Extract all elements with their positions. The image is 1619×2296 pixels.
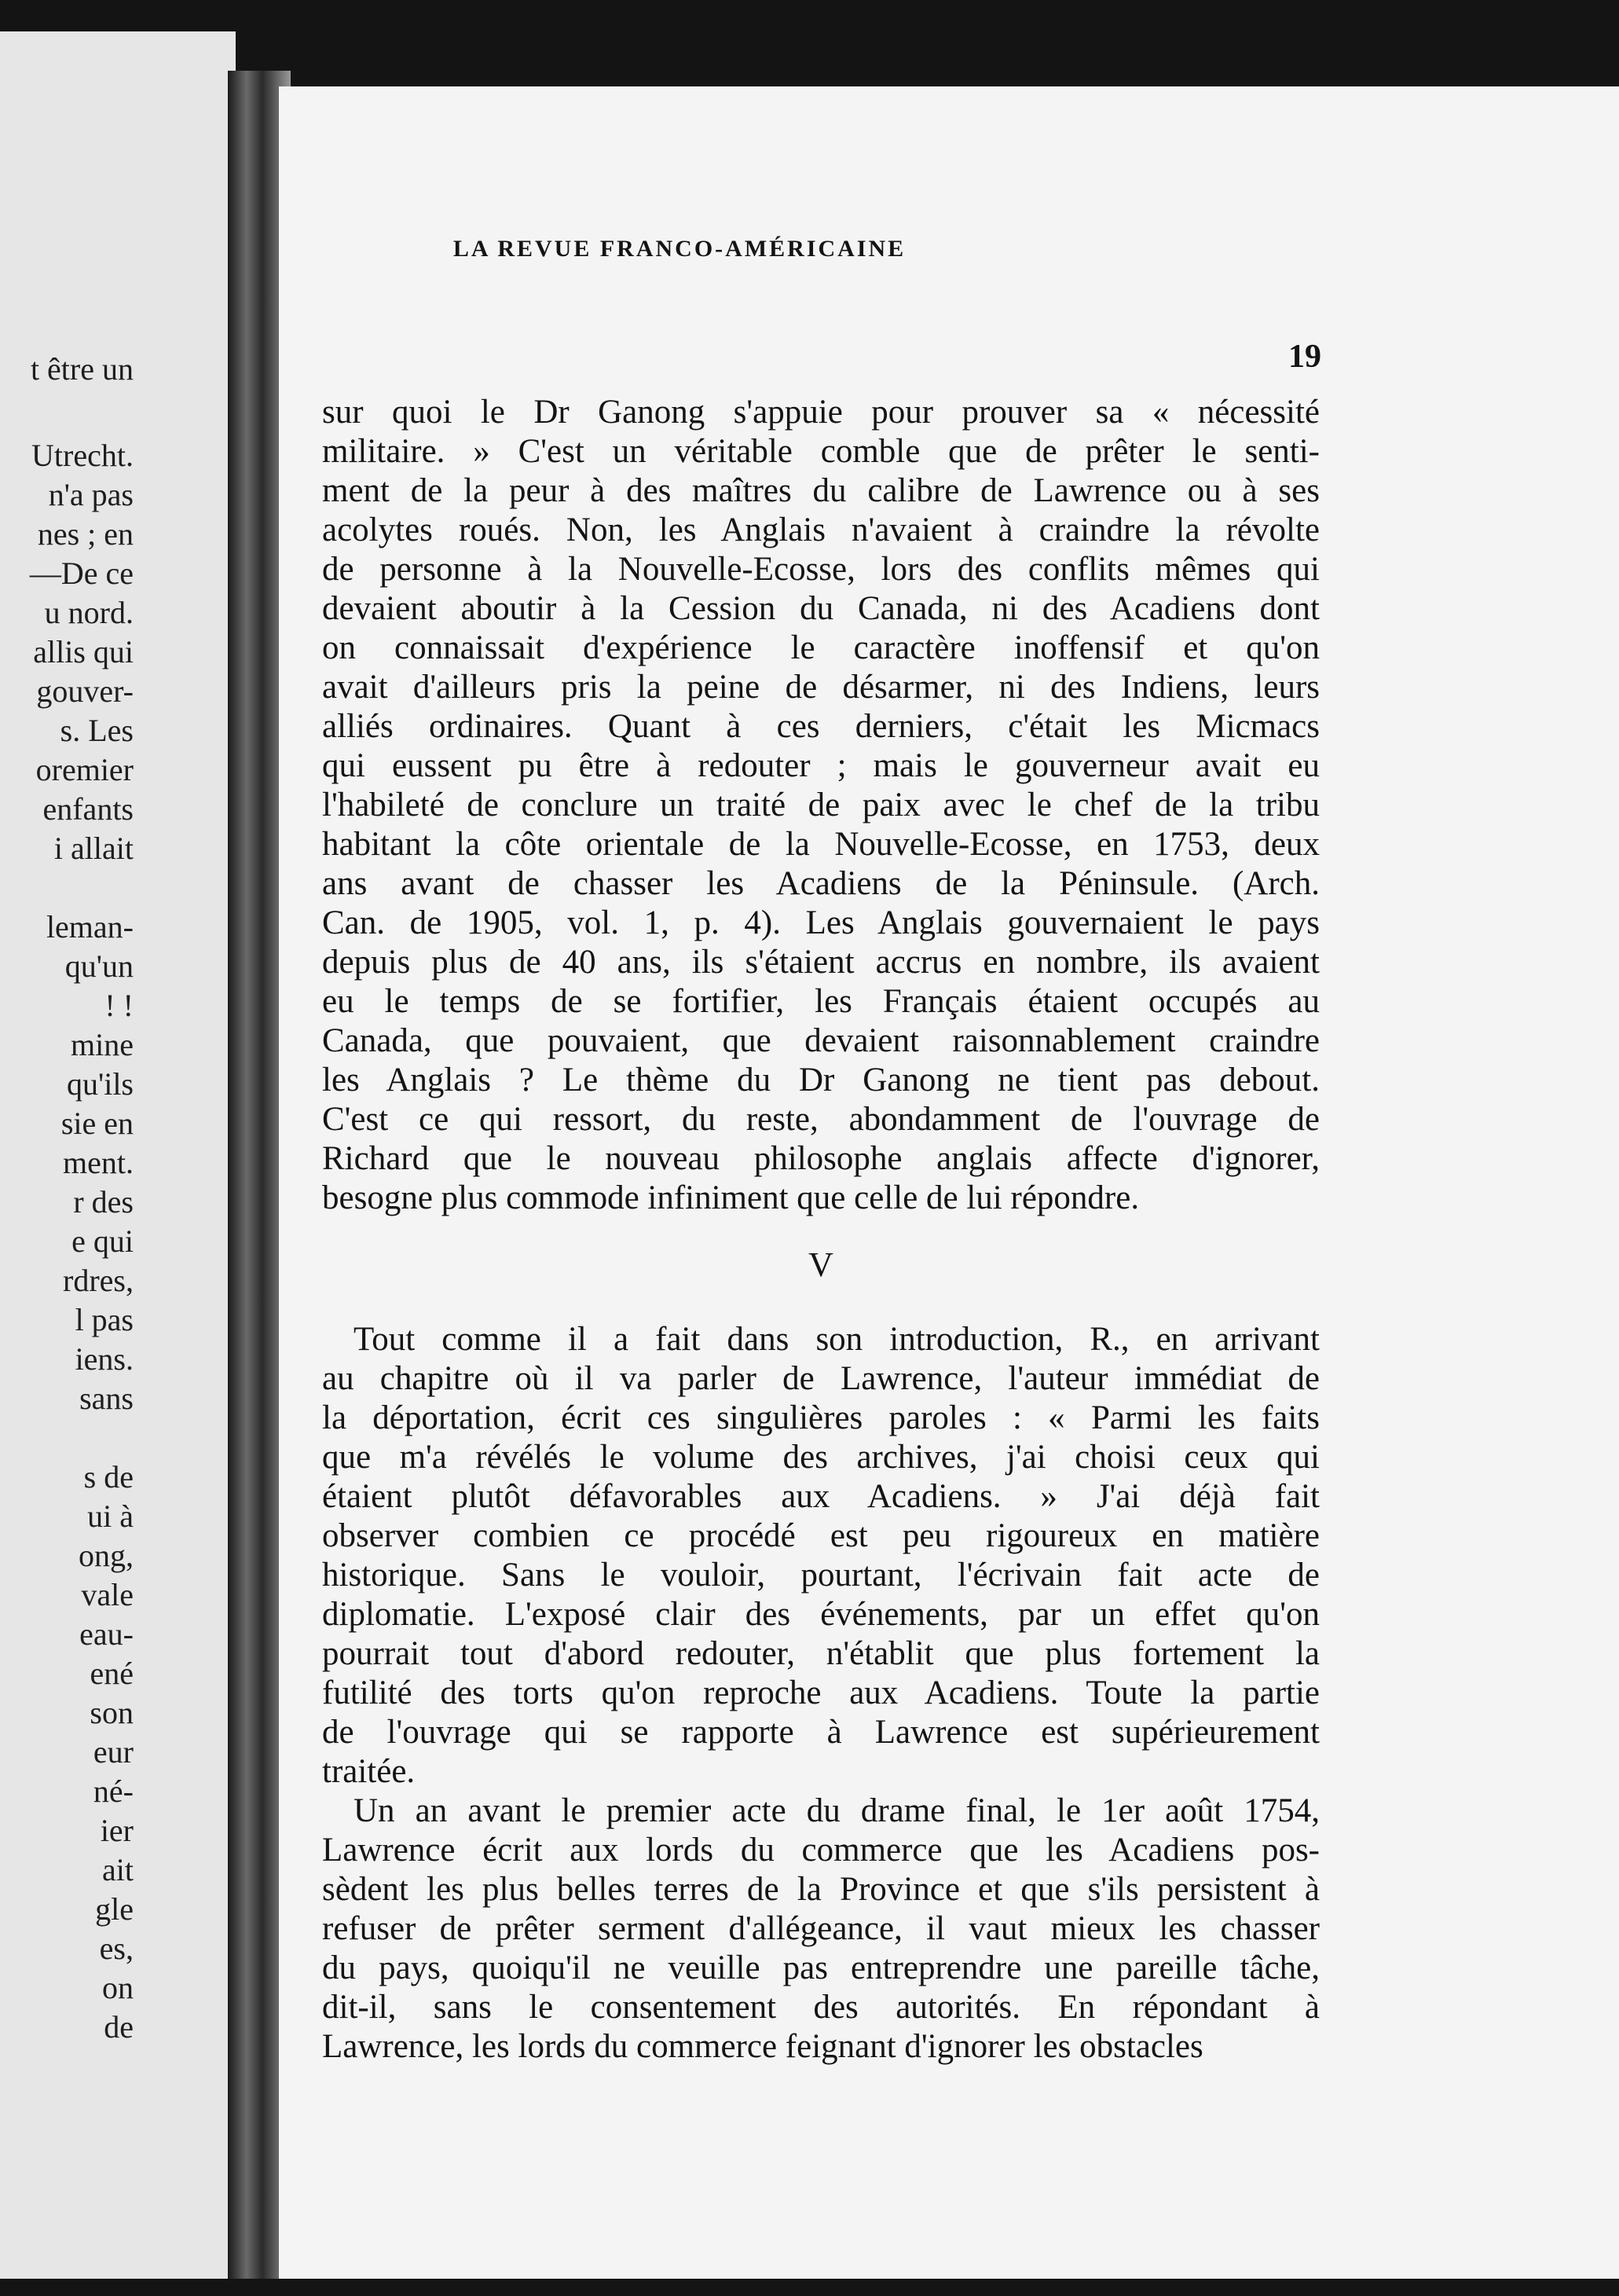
left-page-line: né- [93,1773,134,1809]
text-line: l'habileté de conclure un traité de paix avec le chef de la tribu [322,787,1320,823]
left-page-line: qu'ils [67,1066,134,1102]
text-line: étaient plutôt défavorables aux Acadiens. » J'ai déjà fait [322,1478,1320,1515]
text-line: habitant la côte orientale de la Nouvelle-Ecosse, en 1753, deux [322,826,1320,863]
left-page-line: —De ce [29,556,134,591]
left-page-line: e qui [71,1223,134,1259]
section-heading: V [808,1245,833,1284]
left-page-line: sans [79,1381,134,1416]
text-line: Canada, que pouvaient, que devaient raisonnablement craindre [322,1022,1320,1059]
left-page-line: ui à [87,1498,134,1534]
left-facing-page [0,31,236,2279]
text-line: Lawrence, les lords du commerce feignant d'ignorer les obstacles [322,2028,1203,2065]
text-line: pourrait tout d'abord redouter, n'établit que plus fortement la [322,1635,1320,1672]
left-page-line: qu'un [64,948,134,984]
paragraph-2 [322,1320,1320,1792]
text-line: depuis plus de 40 ans, ils s'étaient accrus en nombre, ils avaient [322,944,1320,981]
running-head: LA REVUE FRANCO-AMÉRICAINE [452,236,907,262]
left-page-line: ené [90,1656,134,1691]
text-line: avait d'ailleurs pris la peine de désarmer, ni des Indiens, leurs [322,669,1320,706]
left-page-line: rdres, [63,1263,134,1298]
text-line: besogne plus commode infiniment que celle de lui répondre. [322,1179,1140,1216]
left-page-line: r des [73,1184,134,1220]
text-line: Richard que le nouveau philosophe anglais affecte d'ignorer, [322,1140,1320,1177]
paragraph-1 [322,393,1320,1218]
text-line: ans avant de chasser les Acadiens de la Péninsule. (Arch. [322,865,1320,902]
text-line: qui eussent pu être à redouter ; mais le gouverneur avait eu [322,747,1320,784]
text-line: de l'ouvrage qui se rapporte à Lawrence est supérieurement [322,1714,1320,1751]
text-line: on connaissait d'expérience le caractère inoffensif et qu'on [322,629,1320,666]
text-line: dit-il, sans le consentement des autorités. En répondant à [322,1989,1320,2026]
text-line: eu le temps de se fortifier, les Français étaient occupés au [322,983,1320,1020]
left-page-line: s de [83,1459,134,1495]
left-page-line: eur [93,1734,134,1770]
left-page-line: l pas [75,1302,134,1337]
left-page-line: iens. [75,1341,134,1377]
left-page-line: i allait [53,831,134,866]
text-line: sur quoi le Dr Ganong s'appuie pour prouver sa « nécessité [322,394,1320,431]
text-line: militaire. » C'est un véritable comble que de prêter le senti- [322,433,1320,470]
left-page-line: es, [99,1931,134,1966]
text-line: Lawrence écrit aux lords du commerce que les Acadiens pos- [322,1832,1320,1869]
left-page-line: n'a pas [48,477,134,512]
text-line: Tout comme il a fait dans son introduction, R., en arrivant [353,1321,1320,1358]
text-line: acolytes roués. Non, les Anglais n'avaient à craindre la révolte [322,512,1320,548]
left-page-line: u nord. [44,595,134,630]
text-line: futilité des torts qu'on reproche aux Acadiens. Toute la partie [322,1674,1320,1711]
left-page-line: mine [71,1027,134,1062]
text-line: que m'a révélés le volume des archives, j'ai choisi ceux qui [322,1439,1320,1476]
paragraph-3 [322,1792,1320,2067]
text-line: refuser de prêter serment d'allégeance, il vaut mieux les chasser [322,1910,1320,1947]
text-line: la déportation, écrit ces singulières paroles : « Parmi les faits [322,1399,1320,1436]
left-page-line: enfants [42,791,134,827]
page-number: 19 [1288,339,1321,375]
text-line: Un an avant le premier acte du drame final, le 1er août 1754, [353,1792,1320,1829]
left-page-line: sie en [60,1106,134,1141]
text-line: historique. Sans le vouloir, pourtant, l'écrivain fait acte de [322,1557,1320,1594]
text-line: sèdent les plus belles terres de la Province et que s'ils persistent à [322,1871,1320,1908]
left-page-line: vale [81,1577,134,1612]
text-line: devaient aboutir à la Cession du Canada, ni des Acadiens dont [322,590,1320,627]
text-line: C'est ce qui ressort, du reste, abondamment de l'ouvrage de [322,1101,1320,1138]
left-page-line: t être un [30,351,134,387]
left-page-line: ment. [63,1145,134,1180]
left-page-line: son [90,1695,134,1730]
text-line: de personne à la Nouvelle-Ecosse, lors des conflits mêmes qui [322,551,1320,588]
text-line: alliés ordinaires. Quant à ces derniers, c'était les Micmacs [322,708,1320,745]
left-page-line: de [104,2009,134,2045]
left-page-line: ! ! [104,988,134,1023]
text-line: du pays, quoiqu'il ne veuille pas entreprendre une pareille tâche, [322,1949,1320,1986]
left-page-line: ong, [79,1538,134,1573]
left-page-line: Utrecht. [31,438,134,473]
text-line: ment de la peur à des maîtres du calibre de Lawrence ou à ses [322,472,1320,509]
text-line: les Anglais ? Le thème du Dr Ganong ne tient pas debout. [322,1062,1320,1098]
left-page-line: allis qui [33,634,134,669]
left-page-line: gle [95,1891,134,1927]
left-page-line: s. Les [60,713,134,748]
text-line: diplomatie. L'exposé clair des événements, par un effet qu'on [322,1596,1320,1633]
left-page-line: eau- [79,1616,134,1652]
text-line: Can. de 1905, vol. 1, p. 4). Les Anglais gouvernaient le pays [322,904,1320,941]
left-page-line: ait [102,1852,134,1887]
left-page-line: nes ; en [37,516,134,552]
body-text [322,393,1320,2067]
text-line: traitée. [322,1753,416,1790]
left-page-line: ier [100,1813,134,1848]
text-line: au chapitre où il va parler de Lawrence, l'auteur immédiat de [322,1360,1320,1397]
text-line: observer combien ce procédé est peu rigoureux en matière [322,1517,1320,1554]
left-page-line: leman- [46,909,134,944]
left-page-line: on [102,1970,134,2005]
left-page-line: oremier [35,752,134,787]
left-page-line: gouver- [36,673,134,709]
